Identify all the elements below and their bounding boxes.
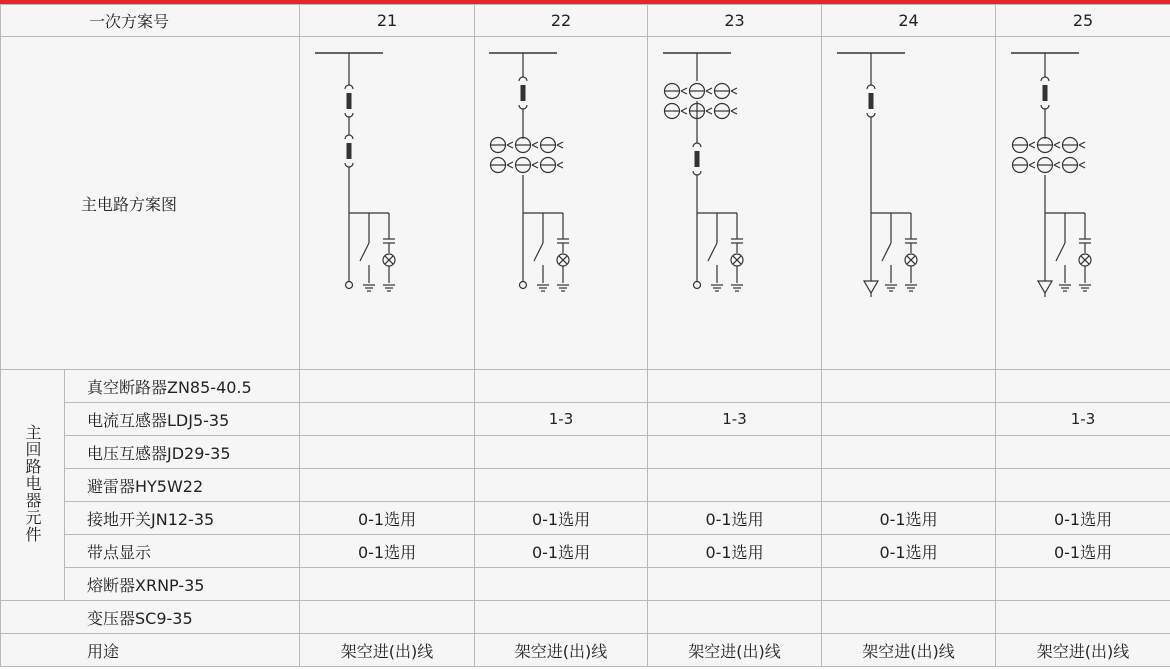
ground-symbol [711, 285, 723, 291]
breaker-symbol [345, 135, 353, 167]
component-row [1, 535, 1170, 568]
transformer-value [822, 601, 996, 634]
component-name: 真空断路器ZN85-40.5 [65, 370, 300, 403]
component-value [996, 370, 1170, 403]
circuit-diagram [1003, 43, 1163, 363]
component-value [475, 568, 648, 601]
breaker-contact [693, 171, 701, 175]
component-row [1, 469, 1170, 502]
ct-arrow [1029, 142, 1035, 148]
component-value: 1-3 [996, 403, 1170, 436]
breaker-contact [345, 113, 353, 117]
earthing-switch-blade [708, 243, 717, 261]
scheme-diagram-cell [996, 37, 1170, 370]
component-value: 0-1选用 [648, 535, 822, 568]
component-value: 0-1选用 [822, 502, 996, 535]
component-name: 避雷器HY5W22 [65, 469, 300, 502]
component-value: 0-1选用 [300, 502, 475, 535]
ct-arrow [706, 88, 712, 94]
ground-symbol [363, 285, 375, 291]
usage-value: 架空进(出)线 [996, 634, 1170, 667]
diagram-row-label: 主电路方案图 [1, 37, 300, 370]
ct-arrow [731, 108, 737, 114]
breaker-body [347, 93, 352, 109]
component-value: 0-1选用 [475, 535, 648, 568]
component-value [648, 568, 822, 601]
current-transformer-group [491, 138, 564, 173]
breaker-contact [345, 85, 353, 89]
cable-end-symbol [520, 282, 527, 289]
cable-end-symbol [346, 282, 353, 289]
ct-arrow [1054, 162, 1060, 168]
breaker-contact [345, 163, 353, 167]
breaker-body [1043, 85, 1048, 101]
component-value: 1-3 [648, 403, 822, 436]
usage-value: 架空进(出)线 [300, 634, 475, 667]
component-value [822, 403, 996, 436]
circuit-diagram [307, 43, 467, 363]
ground-symbol [1079, 285, 1091, 291]
ct-arrow [557, 162, 563, 168]
breaker-body [521, 85, 526, 101]
earthing-switch-blade [534, 243, 543, 261]
component-name: 电压互感器JD29-35 [65, 436, 300, 469]
ct-arrow [1054, 142, 1060, 148]
component-value: 0-1选用 [300, 535, 475, 568]
component-value: 1-3 [475, 403, 648, 436]
component-row [1, 403, 1170, 436]
ct-arrow [1029, 162, 1035, 168]
component-value [300, 469, 475, 502]
component-value [996, 436, 1170, 469]
scheme-number: 22 [475, 5, 648, 37]
header-row [1, 5, 1170, 37]
component-value [822, 469, 996, 502]
scheme-number: 24 [822, 5, 996, 37]
scheme-diagram-cell [648, 37, 822, 370]
transformer-value [648, 601, 822, 634]
component-value [300, 403, 475, 436]
component-row [1, 436, 1170, 469]
usage-value: 架空进(出)线 [648, 634, 822, 667]
breaker-symbol [693, 143, 701, 175]
breaker-contact [519, 77, 527, 81]
earthing-switch-blade [882, 243, 891, 261]
ct-arrow [731, 88, 737, 94]
breaker-contact [345, 135, 353, 139]
usage-value: 架空进(出)线 [475, 634, 648, 667]
component-row [1, 568, 1170, 601]
component-value [822, 568, 996, 601]
component-value [300, 436, 475, 469]
scheme-number: 25 [996, 5, 1170, 37]
component-value [996, 469, 1170, 502]
ct-arrow [1079, 142, 1085, 148]
component-value [300, 370, 475, 403]
breaker-body [868, 93, 873, 109]
ct-arrow [507, 142, 513, 148]
scheme-diagram-cell [822, 37, 996, 370]
usage-row [1, 634, 1170, 667]
component-value [475, 436, 648, 469]
component-value [822, 370, 996, 403]
diagram-row [1, 37, 1170, 370]
usage-name: 用途 [1, 634, 300, 667]
current-transformer-group [1013, 138, 1086, 173]
component-value [475, 469, 648, 502]
component-value [996, 568, 1170, 601]
component-row [1, 370, 1170, 403]
ground-symbol [885, 285, 897, 291]
ground-symbol [537, 285, 549, 291]
component-value: 0-1选用 [822, 535, 996, 568]
breaker-contact [519, 105, 527, 109]
transformer-name: 变压器SC9-35 [1, 601, 300, 634]
component-value [648, 370, 822, 403]
ground-symbol [383, 285, 395, 291]
breaker-body [347, 143, 352, 159]
ct-arrow [532, 142, 538, 148]
circuit-diagram [655, 43, 815, 363]
group-label-cell [1, 370, 65, 601]
circuit-diagram [829, 43, 989, 363]
ct-arrow [532, 162, 538, 168]
scheme-number: 23 [648, 5, 822, 37]
transformer-row [1, 601, 1170, 634]
component-value [822, 436, 996, 469]
circuit-diagram [481, 43, 641, 363]
breaker-contact [867, 85, 875, 89]
scheme-diagram-cell [300, 37, 475, 370]
component-name: 电流互感器LDJ5-35 [65, 403, 300, 436]
ground-symbol [905, 285, 917, 291]
breaker-contact [1041, 105, 1049, 109]
component-value: 0-1选用 [996, 502, 1170, 535]
breaker-symbol [345, 85, 353, 117]
component-row [1, 502, 1170, 535]
ct-arrow [1079, 162, 1085, 168]
component-value: 0-1选用 [648, 502, 822, 535]
component-value: 0-1选用 [996, 535, 1170, 568]
breaker-contact [867, 113, 875, 117]
usage-value: 架空进(出)线 [822, 634, 996, 667]
component-name: 熔断器XRNP-35 [65, 568, 300, 601]
breaker-symbol [519, 77, 527, 109]
transformer-value [300, 601, 475, 634]
header-label: 一次方案号 [1, 5, 300, 37]
ct-arrow [681, 88, 687, 94]
breaker-body [694, 151, 699, 167]
arrester-symbol [864, 281, 878, 293]
cable-end-symbol [693, 282, 700, 289]
group-label: 主回路电器元件 [23, 423, 42, 543]
breaker-contact [693, 143, 701, 147]
component-value [475, 370, 648, 403]
current-transformer-group [664, 84, 737, 119]
scheme-number: 21 [300, 5, 475, 37]
ct-arrow [507, 162, 513, 168]
component-value [648, 436, 822, 469]
ground-symbol [731, 285, 743, 291]
ground-symbol [1059, 285, 1071, 291]
ct-arrow [557, 142, 563, 148]
breaker-symbol [867, 85, 875, 117]
component-value [300, 568, 475, 601]
component-name: 带点显示 [65, 535, 300, 568]
component-name: 接地开关JN12-35 [65, 502, 300, 535]
transformer-value [475, 601, 648, 634]
ct-arrow [681, 108, 687, 114]
transformer-value [996, 601, 1170, 634]
scheme-table [0, 4, 1170, 667]
earthing-switch-blade [1056, 243, 1065, 261]
component-value [648, 469, 822, 502]
scheme-diagram-cell [475, 37, 648, 370]
breaker-contact [1041, 77, 1049, 81]
arrester-symbol [1038, 281, 1052, 293]
component-value: 0-1选用 [475, 502, 648, 535]
ground-symbol [557, 285, 569, 291]
breaker-symbol [1041, 77, 1049, 109]
earthing-switch-blade [360, 243, 369, 261]
ct-arrow [706, 108, 712, 114]
